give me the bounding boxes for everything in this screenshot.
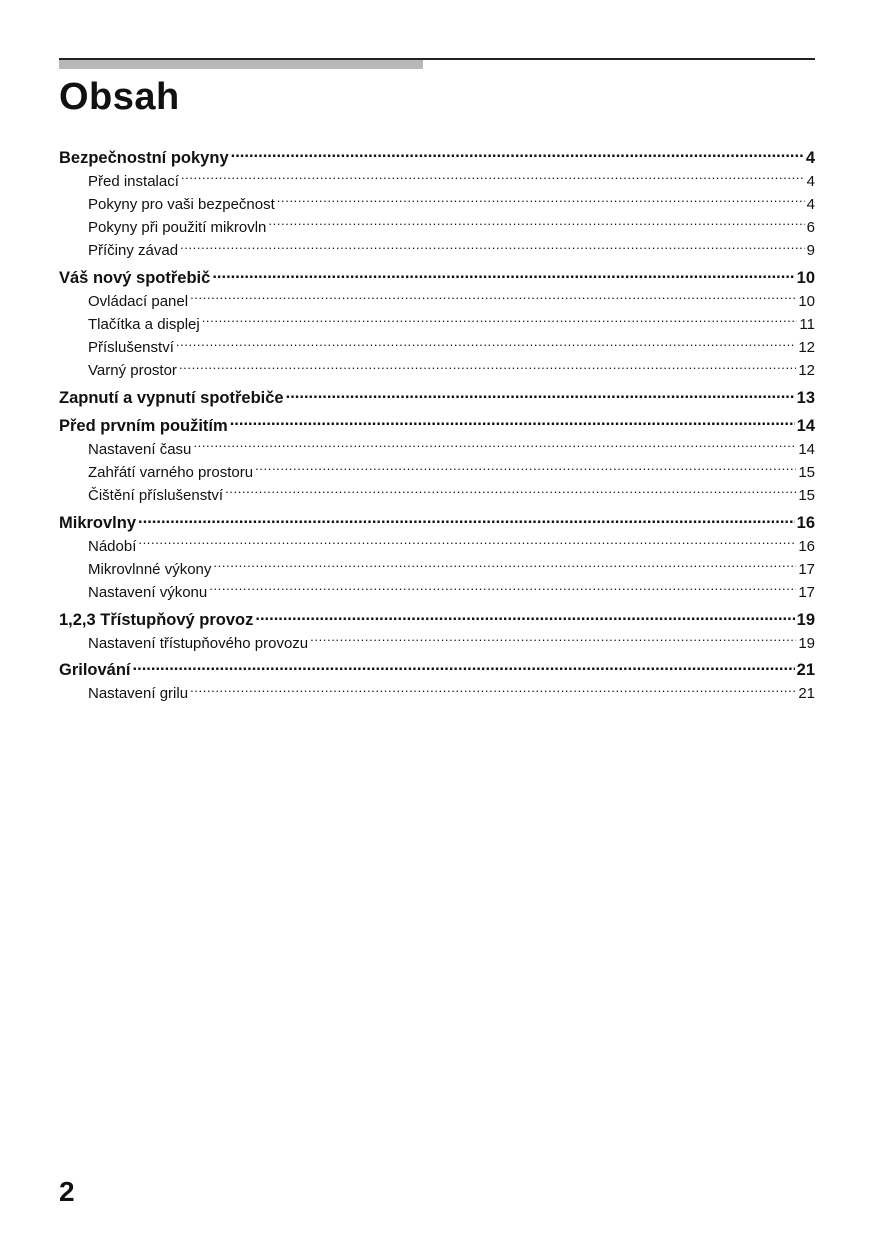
toc-entry-page: 13 [796,389,815,407]
toc-entry-page: 14 [796,416,815,435]
toc-entry-chapter[interactable] [59,608,815,632]
toc-dot-leader [180,240,805,255]
toc-entry-subsection[interactable] [59,558,815,581]
toc-dot-leader [255,462,796,477]
toc-dot-leader [268,217,804,232]
toc-entry-title: Tlačítka a displej [88,315,200,333]
toc-entry-subsection[interactable] [59,438,815,461]
toc-entry-title: Mikrovlnné výkony [88,560,212,578]
toc-entry-title: Čištění příslušenství [88,486,224,504]
toc-entry-page: 19 [796,610,815,629]
toc-entry-page: 14 [798,440,815,458]
toc-entry-subsection[interactable] [59,632,815,655]
toc-section [59,266,815,382]
toc-section [59,414,815,507]
toc-entry-title: Pokyny pro vaši bezpečnost [88,195,275,213]
toc-entry-subsection[interactable] [59,359,815,382]
toc-entry-subsection[interactable] [59,290,815,313]
toc-entry-title: Grilování [59,661,131,680]
toc-entry-chapter[interactable] [59,387,815,411]
toc-dot-leader [138,536,796,551]
toc-entry-page: 10 [798,292,815,310]
toc-section [59,387,815,411]
toc-entry-page: 21 [796,661,815,680]
toc-entry-page: 17 [798,560,815,578]
toc-entry-page: 21 [798,685,815,703]
toc-entry-chapter[interactable] [59,659,815,683]
toc-entry-page: 16 [798,537,815,555]
toc-dot-leader [176,337,796,352]
toc-dot-leader [310,633,796,648]
toc-entry-page: 12 [798,362,815,380]
toc-dot-leader [133,659,795,676]
toc-entry-subsection[interactable] [59,193,815,216]
toc-entry-page: 9 [806,242,815,260]
toc-entry-subsection[interactable] [59,682,815,705]
toc-entry-title: Nastavení grilu [88,685,189,703]
toc-entry-page: 17 [798,583,815,601]
toc-entry-subsection[interactable] [59,535,815,558]
toc-entry-title: Nastavení času [88,440,192,458]
toc-entry-title: Váš nový spotřebič [59,268,211,287]
toc-entry-subsection[interactable] [59,581,815,604]
toc-entry-title: Mikrovlny [59,513,137,532]
toc-entry-subsection[interactable] [59,484,815,507]
toc-entry-chapter[interactable] [59,146,815,170]
toc-entry-page: 4 [805,148,815,167]
toc-dot-leader [225,485,796,500]
toc-entry-title: Před instalací [88,172,179,190]
page-title: Obsah [59,76,180,118]
toc-dot-leader [231,146,804,163]
toc-entry-page: 4 [806,172,815,190]
toc-dot-leader [286,387,795,404]
page-number: 2 [59,1176,75,1207]
toc-entry-title: Bezpečnostní pokyny [59,148,229,167]
toc-entry-chapter[interactable] [59,511,815,535]
toc-entry-page: 11 [799,315,815,333]
toc-entry-subsection[interactable] [59,216,815,239]
toc-entry-title: Ovládací panel [88,292,189,310]
toc-section [59,659,815,706]
toc-entry-subsection[interactable] [59,170,815,193]
toc-dot-leader [190,683,796,698]
toc-dot-leader [193,439,796,454]
toc-entry-title: 1,2,3 Třístupňový provoz [59,610,254,629]
toc-entry-page: 15 [798,463,815,481]
toc-entry-subsection[interactable] [59,313,815,336]
toc-entry-page: 16 [796,513,815,532]
toc-entry-title: Příslušenství [88,339,174,357]
toc-entry-subsection[interactable] [59,336,815,359]
toc-dot-leader [190,291,796,306]
toc-entry-page: 10 [796,268,815,287]
toc-dot-leader [277,194,805,209]
toc-dot-leader [138,511,795,528]
toc-dot-leader [230,414,795,431]
toc-section [59,511,815,604]
toc-entry-title: Zahřátí varného prostoru [88,463,254,481]
toc-section [59,608,815,655]
toc-entry-title: Před prvním použitím [59,416,228,435]
toc-entry-title: Zapnutí a vypnutí spotřebiče [59,389,284,407]
toc-entry-chapter[interactable] [59,414,815,438]
toc-dot-leader [202,314,798,329]
toc-entry-page: 19 [798,634,815,652]
toc-entry-page: 12 [798,339,815,357]
toc-dot-leader [181,171,805,186]
toc-dot-leader [179,360,796,375]
toc-dot-leader [213,559,796,574]
toc-entry-title: Pokyny při použití mikrovln [88,218,267,236]
toc-entry-title: Příčiny závad [88,242,179,260]
toc-entry-subsection[interactable] [59,239,815,262]
toc-entry-title: Nádobí [88,537,137,555]
toc-entry-page: 6 [806,218,815,236]
toc-entry-page: 15 [798,486,815,504]
toc-entry-chapter[interactable] [59,266,815,290]
table-of-contents [59,146,815,706]
toc-entry-title: Nastavení výkonu [88,583,208,601]
toc-section [59,146,815,262]
toc-dot-leader [255,608,794,625]
toc-dot-leader [209,582,796,597]
toc-entry-title: Nastavení třístupňového provozu [88,634,309,652]
toc-entry-title: Varný prostor [88,362,177,380]
toc-entry-page: 4 [806,195,815,213]
header-accent-bar [59,60,423,69]
toc-dot-leader [212,266,794,283]
toc-entry-subsection[interactable] [59,461,815,484]
